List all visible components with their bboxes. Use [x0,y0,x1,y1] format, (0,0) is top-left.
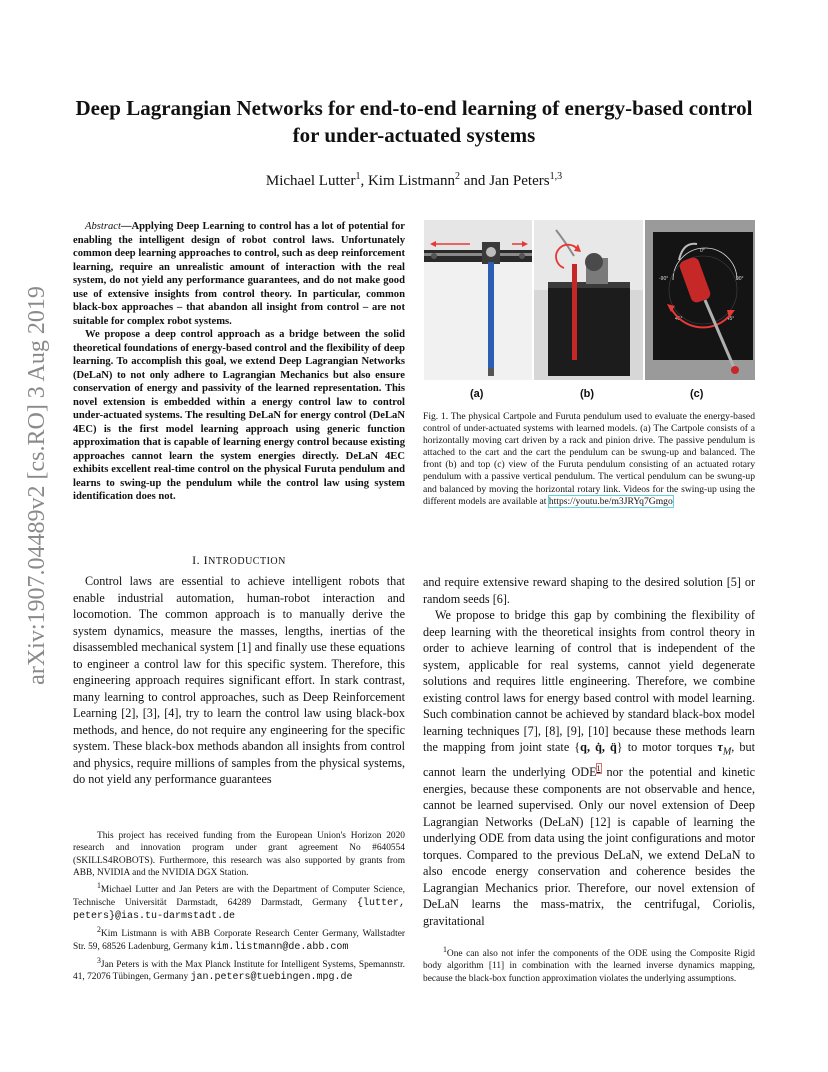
affiliation-text: Michael Lutter and Jan Peters are with the Department of Computer Science, Technische Universität Darmstadt, 64289 Darmstadt, Germany [73,885,405,908]
funding-note: This project has received funding from the European Union's Horizon 2020 research and innovation program under grant agreement No #640554 (SKILLS4ROBOTS). Furthermore, this research was also supported by grants from ABB, NVIDIA and the NVIDIA DGX Station. [73,831,405,878]
footnote-text: One can also not infer the components of the ODE using the Composite Rigid body algorithm [11] in combination with the learned inverse dynamics mapping, because the black-box function approximation violates the underlying assumptions. [423,949,755,984]
email-link[interactable]: kim.listmann@de.abb.com [210,941,349,953]
email-link[interactable]: jan.peters@tuebingen.mpg.de [190,972,353,984]
footnote-mark: 2 [97,925,101,935]
paragraph-text: nor the potential and kinetic energies, because these components are not observable and hence, cannot be learned supervised. Only our novel extension of Deep Lagrangian Networks (DeLaN) [12] is capable of learning the underlying ODE from data using the joint configurations and motor torques. Compared to the previous DeLaN, we extend DeLaN to also encode energy conservation and coherence besides the Lagrangian Mechanics prior. Therefore, our novel extension of DeLaN learns the mass-matrix, the centrifugal, Coriolis, gravitational [423,765,755,928]
figure-panel-label-b: (b) [580,388,595,400]
furuta-top-photo [645,220,755,380]
section-heading-introduction: I. INTRODUCTION [192,553,286,567]
tau-subscript: M [722,746,732,758]
author-name: Jan Peters [489,173,550,189]
figure-panel-label-a: (a) [470,388,484,400]
intro-paragraph-2: and require extensive reward shaping to the desired solution [5] or random seeds [6]. [423,575,755,606]
abstract-paragraph-1 [73,220,405,328]
author-affiliation: 1 [355,171,361,182]
paragraph-text: , but cannot learn the underlying ODE [423,740,755,779]
abstract-dash: — [120,221,132,232]
author-affiliation: 1,3 [549,171,563,182]
footnote-mark: 1 [443,945,447,954]
affiliation-note-3 [73,955,405,985]
tau-symbol: τ [717,740,723,754]
arxiv-stamp [2,245,72,725]
figure-caption [423,411,755,508]
footnote-mark: 3 [97,955,101,965]
dial-label: -45° [725,316,735,322]
paragraph-text: } to motor torques [616,740,718,754]
paper-title: Deep Lagrangian Networks for end-to-end learning of energy-based control for under-actuated systems [75,96,753,147]
intro-right-column [423,574,755,929]
dial-label: 45° [675,316,683,322]
figure-panel-label-c: (c) [690,388,704,400]
figure-panel-b-furuta-front [534,220,643,380]
figure-panel-a-cartpole [424,220,532,380]
footnote-right [423,944,755,985]
affiliation-note-1 [73,880,405,923]
author-name: Michael Lutter [265,173,356,189]
abstract-text-1: Applying Deep Learning to control has a lot of potential for enabling the intelligent design of robot control laws. Unfortunately common deep learning approaches to control, such as deep reinforcement learning, require an unrealistic amount of interaction with the real system, do not yield any performance guarantees, and do not make good use of extensive insights from control theory. In particular, common black-box approaches – that abandon all insight from control – are not suitable for complex robot systems. [73,221,405,327]
affiliation-note-2 [73,924,405,954]
furuta-front-photo [534,220,643,380]
video-link[interactable]: https://youtu.be/m3JRYq7Gmgo [548,495,673,507]
dial-label: -90° [659,276,669,282]
abstract-paragraph-2: We propose a deep control approach as a bridge between the solid theoretical foundations of energy-based control and the flexibility of deep learning. To accomplish this goal, we extend Deep Lagrangian Networks (DeLaN) to not only adhere to Lagrangian Mechanics but also ensure conservation of energy and passivity of the learned representation. This novel extension is embedded within a energy control law to control under-actuated systems. The resulting DeLaN for energy control (DeLaN 4EC) is the first model learning approach using generic function approximation that is capable of learning energy control because existing approaches cannot learn the system energies directly. DeLaN 4EC exhibits excellent real-time control on the physical Furuta pendulum and learns to swing-up the pendulum while the control law using system identification does not. [73,329,405,502]
intro-left-column [73,573,405,788]
footnotes-left [73,830,405,986]
affiliation-text: Jan Peters is with the Max Planck Institute for Intelligent Systems, Spemannstr. 41, 72076 Tübingen, Germany [73,960,405,983]
abstract [73,220,405,504]
author-affiliation: 2 [455,171,461,182]
intro-paragraph-1: Control laws are essential to achieve intelligent robots that enable industrial automation, human-robot interaction and locomotion. The common approach is to manually derive the system dynamics, measure the masses, lengths, inertias of the disassembled mechanical system [1] and finally use these equations to engineer a control law for this specific system. Therefore, this engineering approach requires significant effort. In stark contrast, many learning to control approaches, such as Deep Reinforcement Learning [2], [3], [4], try to learn the control law using black-box methods, and hence, do not require any engineering for the specific system. These black-box methods abandon all insights from control and physics, require millions of samples from the physical systems, do not yield any performance guarantees [73,574,405,786]
author-name: Kim Listmann [367,173,456,189]
footnote-mark: 1 [97,881,101,891]
footnote-1 [423,944,755,985]
dial-label: 90° [736,276,744,282]
author-line [60,171,768,190]
intro-paragraph-3 [423,607,755,929]
cartpole-photo [424,220,532,380]
arxiv-id: arXiv:1907.04489v2 [cs.RO] 3 Aug 2019 [23,285,50,685]
figure-caption-text: Fig. 1. The physical Cartpole and Furuta pendulum used to evaluate the energy-based control of under-actuated systems with learned models. (a) The Cartpole consists of a horizontally moving cart driven by a rack and pinion drive. The passive pendulum is attached to the cart and the cart the pendulum can be swung-up and balanced. The front (b) and top (c) view of the Furuta pendulum consisting of an actuated rotary pendulum with a passive vertical pendulum. The vertical pendulum can be swung-up and balanced by moving the horizontal rotary link. Videos for the swing-up using the different models are available at [423,411,755,507]
author-separator: and [460,173,490,189]
dial-label: 0° [700,248,705,254]
author-separator: , [360,173,368,189]
footnote-link[interactable]: 1 [596,763,601,773]
abstract-label: Abstract [85,221,121,232]
email-link[interactable]: {lutter, peters}@ias.tu-darmstadt.de [73,897,405,922]
figure-panel-c-furuta-top [645,220,755,380]
affiliation-text: Kim Listmann is with ABB Corporate Research Center Germany, Wallstadter Str. 59, 68526 Ladenburg, Germany [73,929,405,952]
paragraph-text: We propose to bridge this gap by combining the flexibility of deep learning with the theoretical insights from control theory in order to achieve learning of control that is independent of the system, applicable for real systems, cannot yield degenerate solutions and requires little engineering. Therefore, we combine existing control laws for energy based control with model learning. Such combination cannot be achieved by standard black-box model learning techniques [7], [8], [9], [10] because these methods learn the mapping from joint state { [423,608,755,754]
joint-state-symbols: q, q̇, q̈ [580,740,617,754]
